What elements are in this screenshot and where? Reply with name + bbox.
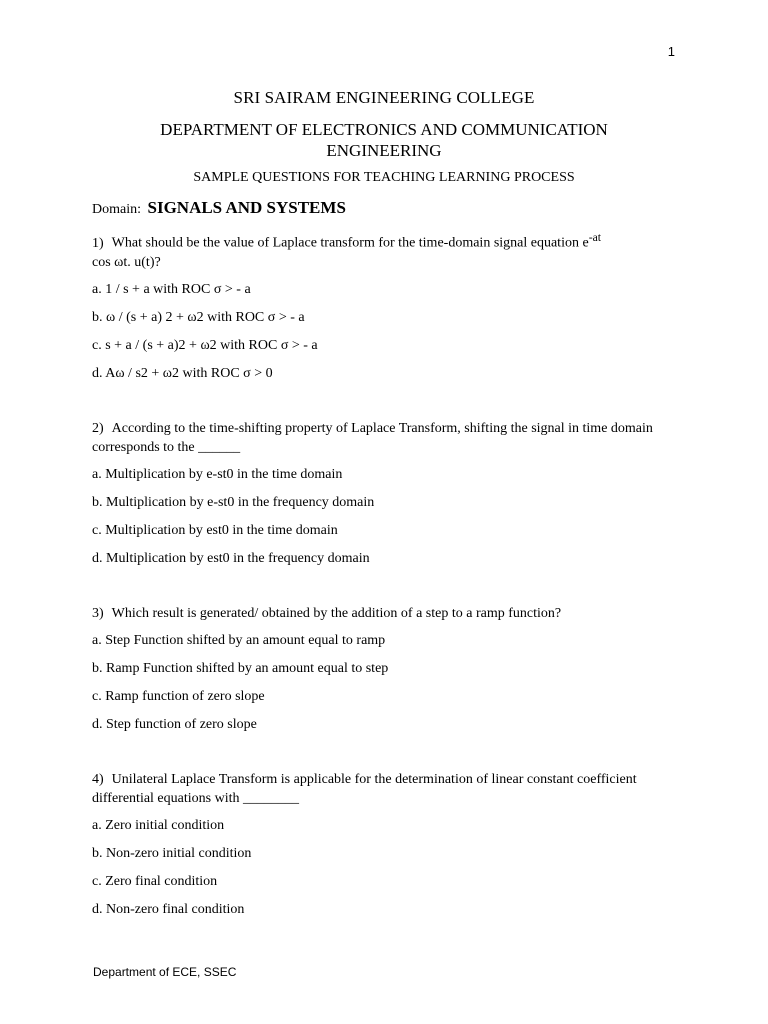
question-4-number: 4) bbox=[92, 771, 104, 787]
question-3 bbox=[92, 604, 682, 734]
domain-label: Domain: bbox=[92, 202, 141, 217]
department-name bbox=[0, 119, 768, 161]
question-3-number: 3) bbox=[92, 605, 104, 621]
question-3-option-b: b. Ramp Function shifted by an amount equal to step bbox=[92, 660, 389, 676]
question-4-option-b: b. Non-zero initial condition bbox=[92, 845, 252, 861]
document-subtitle: SAMPLE QUESTIONS FOR TEACHING LEARNING PROCESS bbox=[193, 170, 575, 185]
question-1-option-d: d. Aω / s2 + ω2 with ROC σ > 0 bbox=[92, 365, 273, 381]
department-line-1: DEPARTMENT OF ELECTRONICS AND COMMUNICATION bbox=[160, 120, 608, 139]
question-1-number: 1) bbox=[92, 235, 104, 251]
question-3-option-c: c. Ramp function of zero slope bbox=[92, 688, 265, 704]
question-3-text-main: Which result is generated/ obtained by the addition of a step to a ramp function? bbox=[111, 605, 562, 621]
question-3-option-a: a. Step Function shifted by an amount equal to ramp bbox=[92, 632, 386, 648]
question-1-superscript: -at bbox=[588, 231, 601, 244]
question-1-text-main: What should be the value of Laplace transform for the time-domain signal equation e bbox=[111, 235, 589, 251]
question-1 bbox=[92, 228, 682, 383]
question-4-option-a: a. Zero initial condition bbox=[92, 817, 225, 833]
question-4-text-main: Unilateral Laplace Transform is applicable for the determination of linear constant coefficient differential equations with ________ bbox=[92, 771, 637, 806]
question-1-option-a: a. 1 / s + a with ROC σ > - a bbox=[92, 281, 251, 297]
domain-line bbox=[92, 198, 346, 218]
question-2-option-b: b. Multiplication by e-st0 in the frequency domain bbox=[92, 494, 375, 510]
page-number: 1 bbox=[667, 44, 675, 59]
question-2-option-a: a. Multiplication by e-st0 in the time domain bbox=[92, 466, 343, 482]
question-3-text bbox=[92, 604, 682, 623]
question-1-text bbox=[92, 228, 682, 272]
question-4 bbox=[92, 770, 682, 919]
question-4-text bbox=[92, 770, 682, 808]
question-list bbox=[92, 228, 682, 955]
question-1-option-b: b. ω / (s + a) 2 + ω2 with ROC σ > - a bbox=[92, 309, 305, 325]
page-footer: Department of ECE, SSEC bbox=[93, 965, 237, 979]
question-4-option-c: c. Zero final condition bbox=[92, 873, 218, 889]
question-2-text-main: According to the time-shifting property of Laplace Transform, shifting the signal in time domain corresponds to the ______ bbox=[92, 420, 653, 455]
question-2-number: 2) bbox=[92, 420, 104, 436]
question-2-option-c: c. Multiplication by est0 in the time domain bbox=[92, 522, 338, 538]
question-2-option-d: d. Multiplication by est0 in the frequency domain bbox=[92, 550, 370, 566]
domain-value: SIGNALS AND SYSTEMS bbox=[147, 198, 346, 217]
question-2 bbox=[92, 419, 682, 568]
question-1-text-continued: cos ωt. u(t)? bbox=[92, 254, 161, 270]
question-4-option-d: d. Non-zero final condition bbox=[92, 901, 245, 917]
question-3-option-d: d. Step function of zero slope bbox=[92, 716, 257, 732]
college-name: SRI SAIRAM ENGINEERING COLLEGE bbox=[233, 88, 535, 107]
question-2-text bbox=[92, 419, 682, 457]
department-line-2: ENGINEERING bbox=[326, 141, 442, 160]
question-1-option-c: c. s + a / (s + a)2 + ω2 with ROC σ > - a bbox=[92, 337, 318, 353]
